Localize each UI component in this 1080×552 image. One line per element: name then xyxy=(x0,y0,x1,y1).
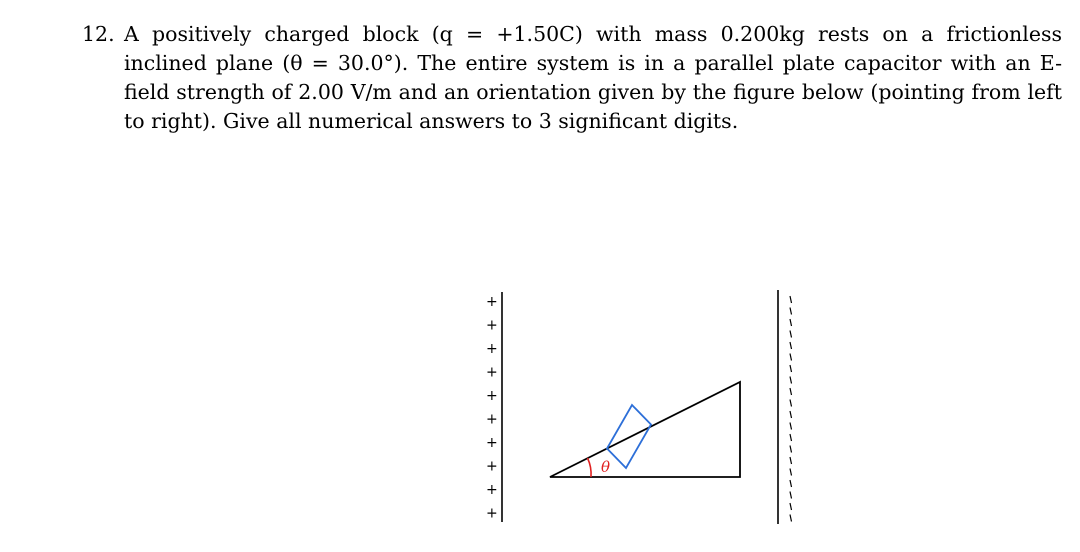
minus-sign xyxy=(790,480,792,487)
minus-sign xyxy=(790,434,792,441)
minus-sign xyxy=(790,365,792,372)
plus-sign: + xyxy=(486,411,498,428)
problem-text: A positively charged block (q = +1.50C) with mass 0.200kg rests on a frictionless inclined plane (θ = 30.0°). The entire system is in a parallel plate capacitor with an E-field strength of 2.00 V/m and an orientation given by the figure below (pointing from left to right). Give all numerical answers to 3 significant digits. xyxy=(124,22,1062,133)
inclined-plane xyxy=(550,382,740,477)
minus-sign xyxy=(790,400,792,407)
angle-arc xyxy=(588,458,592,477)
plus-sign: + xyxy=(486,388,498,404)
plus-sign: + xyxy=(486,364,498,381)
minus-sign xyxy=(790,515,792,522)
minus-sign xyxy=(790,388,792,395)
minus-sign xyxy=(790,377,792,384)
minus-sign xyxy=(790,319,792,326)
minus-sign xyxy=(790,446,792,453)
minus-sign xyxy=(790,308,792,315)
plus-sign: + xyxy=(486,505,498,522)
plus-sign: + xyxy=(486,482,498,498)
left-plate-charges xyxy=(486,294,498,522)
minus-sign xyxy=(790,331,792,338)
plus-sign: + xyxy=(486,458,498,475)
minus-sign xyxy=(790,469,792,476)
minus-sign xyxy=(790,411,792,418)
minus-sign xyxy=(790,423,792,430)
minus-sign xyxy=(790,342,792,349)
problem-number: 12. xyxy=(82,22,115,46)
theta-label: θ xyxy=(601,458,611,476)
minus-sign xyxy=(790,503,792,510)
capacitor-incline-figure xyxy=(470,282,830,532)
problem-statement xyxy=(82,20,1062,136)
right-plate-charges xyxy=(790,296,792,522)
minus-sign xyxy=(790,492,792,499)
figure-canvas xyxy=(470,282,830,532)
minus-sign xyxy=(790,296,792,303)
plus-sign: + xyxy=(486,294,498,310)
plus-sign: + xyxy=(486,317,498,334)
minus-sign xyxy=(790,354,792,361)
plus-sign: + xyxy=(486,435,498,451)
minus-sign xyxy=(790,457,792,464)
plus-sign: + xyxy=(486,341,498,357)
